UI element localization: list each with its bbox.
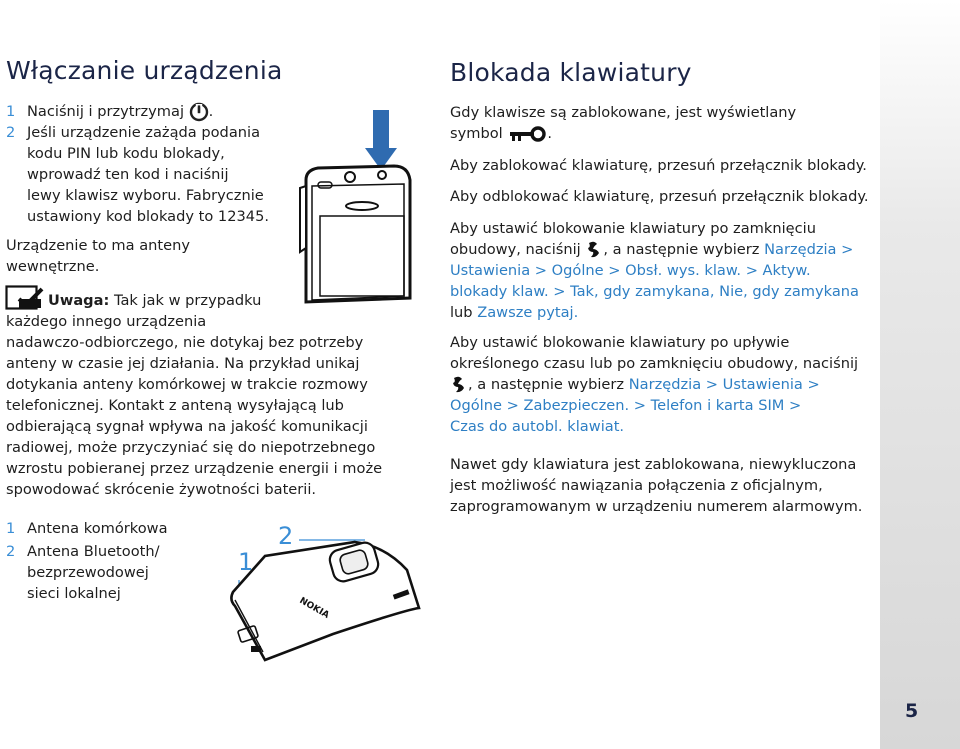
list-number: 2	[6, 543, 16, 560]
step-1-period: .	[208, 103, 214, 120]
list-number: 1	[6, 520, 16, 537]
note-block	[6, 290, 382, 500]
page-number: 5	[905, 700, 919, 722]
text-fragment: , a następnie wybierz	[468, 376, 625, 393]
text-line: nadawczo-odbiorczego, nie dotykaj bez potrzeby	[6, 334, 364, 351]
keylock-paragraph-6	[450, 454, 862, 517]
text-line: lewy klawisz wyboru. Fabrycznie	[27, 187, 264, 204]
text-fragment: lub	[450, 304, 473, 321]
menu-option-always-ask: Zawsze pytaj.	[477, 304, 579, 321]
text-line: każdego innego urządzenia	[6, 313, 207, 330]
keylock-paragraph-3	[450, 186, 869, 207]
text-line: wzrostu pobieranej przez urządzenie energii i może	[6, 460, 383, 477]
left-section-title: Włączanie urządzenia	[6, 56, 283, 85]
note-label: Uwaga:	[48, 292, 110, 309]
text-line	[450, 123, 796, 144]
text-line	[450, 302, 859, 323]
text-line: dotykania anteny komórkowej w trakcie rozmowy	[6, 376, 368, 393]
step-1	[27, 101, 213, 122]
menu-path-line: blokady klaw. > Tak, gdy zamykana, Nie, gdy zamykana	[450, 283, 859, 300]
menu-path-separator: >	[701, 376, 723, 393]
keylock-paragraph-5	[450, 332, 858, 437]
step-number: 2	[6, 124, 16, 141]
text-line: Aby odblokować klawiaturę, przesuń przełącznik blokady.	[450, 188, 869, 205]
power-key-icon	[189, 102, 209, 122]
list-item-cellular-antenna	[27, 518, 168, 539]
menu-key-icon	[585, 240, 603, 260]
step-1-text: Naciśnij i przytrzymaj	[27, 103, 185, 120]
text-line	[450, 239, 859, 260]
note-text: Tak jak w przypadku	[113, 292, 262, 309]
text-line: wprowadź ten kod i naciśnij	[27, 166, 229, 183]
text-line: Antena komórkowa	[27, 520, 168, 537]
phone-front-illustration	[284, 108, 424, 306]
text-line: Aby ustawić blokowanie klawiatury po zamknięciu	[450, 220, 816, 237]
page-sidebar	[880, 0, 960, 749]
step-number: 1	[6, 103, 16, 120]
text-line: kodu PIN lub kodu blokady,	[27, 145, 225, 162]
text-line: spowodować skrócenie żywotności baterii.	[6, 481, 317, 498]
nokia-logo: NOKIA	[297, 595, 331, 621]
text-line: Gdy klawisze są zablokowane, jest wyświetlany	[450, 104, 797, 121]
text-fragment: obudowy, naciśnij	[450, 241, 581, 258]
menu-path-tools: Narzędzia	[764, 241, 837, 258]
menu-path-settings: Ustawienia	[722, 376, 803, 393]
keylock-paragraph-1	[450, 102, 796, 144]
key-lock-icon	[507, 126, 547, 142]
text-line: jest możliwość nawiązania połączenia z oficjalnym,	[450, 477, 823, 494]
step-2	[27, 122, 269, 227]
text-line: Antena Bluetooth/	[27, 543, 160, 560]
right-section-title: Blokada klawiatury	[450, 58, 692, 87]
antenna-intro	[6, 235, 190, 277]
text-line: Aby zablokować klawiaturę, przesuń przełącznik blokady.	[450, 157, 867, 174]
text-line: bezprzewodowej	[27, 564, 149, 581]
callout-1: 1	[238, 548, 254, 576]
menu-path-tools: Narzędzia	[628, 376, 702, 393]
keylock-paragraph-2	[450, 155, 867, 176]
text-line: Jeśli urządzenie zażąda podania	[27, 124, 261, 141]
text-line: sieci lokalnej	[27, 585, 121, 602]
callout-2: 2	[278, 522, 294, 550]
text-line: odbierającą sygnał wpływa na jakość komunikacji	[6, 418, 368, 435]
text-line: Aby ustawić blokowanie klawiatury po upływie	[450, 334, 790, 351]
text-fragment: , a następnie wybierz	[603, 241, 760, 258]
text-line: anteny w czasie jej działania. Na przykład unikaj	[6, 355, 360, 372]
text-line: określonego czasu lub po zamknięciu obudowy, naciśnij	[450, 355, 859, 372]
text-fragment: symbol	[450, 125, 503, 142]
phone-back-illustration	[205, 530, 425, 665]
text-line: radiowej, może przyczyniać się do niepotrzebnego	[6, 439, 376, 456]
menu-path-separator: >	[836, 241, 854, 258]
text-line: Nawet gdy klawiatura jest zablokowana, niewykluczona	[450, 456, 857, 473]
text-line: wewnętrzne.	[6, 258, 100, 275]
list-item-bluetooth-antenna	[27, 541, 160, 604]
menu-path-separator: >	[802, 376, 820, 393]
text-fragment: .	[547, 125, 552, 142]
keylock-paragraph-4	[450, 218, 859, 323]
menu-key-icon	[450, 375, 468, 395]
blue-arrow-icon	[365, 110, 397, 170]
menu-path-line: Czas do autobl. klawiat.	[450, 418, 625, 435]
text-line	[450, 374, 858, 395]
menu-path-line: Ustawienia > Ogólne > Obsł. wys. klaw. > Aktyw.	[450, 262, 811, 279]
menu-path-line: Ogólne > Zabezpieczen. > Telefon i karta SIM >	[450, 397, 802, 414]
text-line: ustawiony kod blokady to 12345.	[27, 208, 270, 225]
text-line: zaprogramowanym w urządzeniu numerem alarmowym.	[450, 498, 863, 515]
text-line: Urządzenie to ma anteny	[6, 237, 190, 254]
text-line: telefonicznej. Kontakt z anteną wysyłającą lub	[6, 397, 344, 414]
